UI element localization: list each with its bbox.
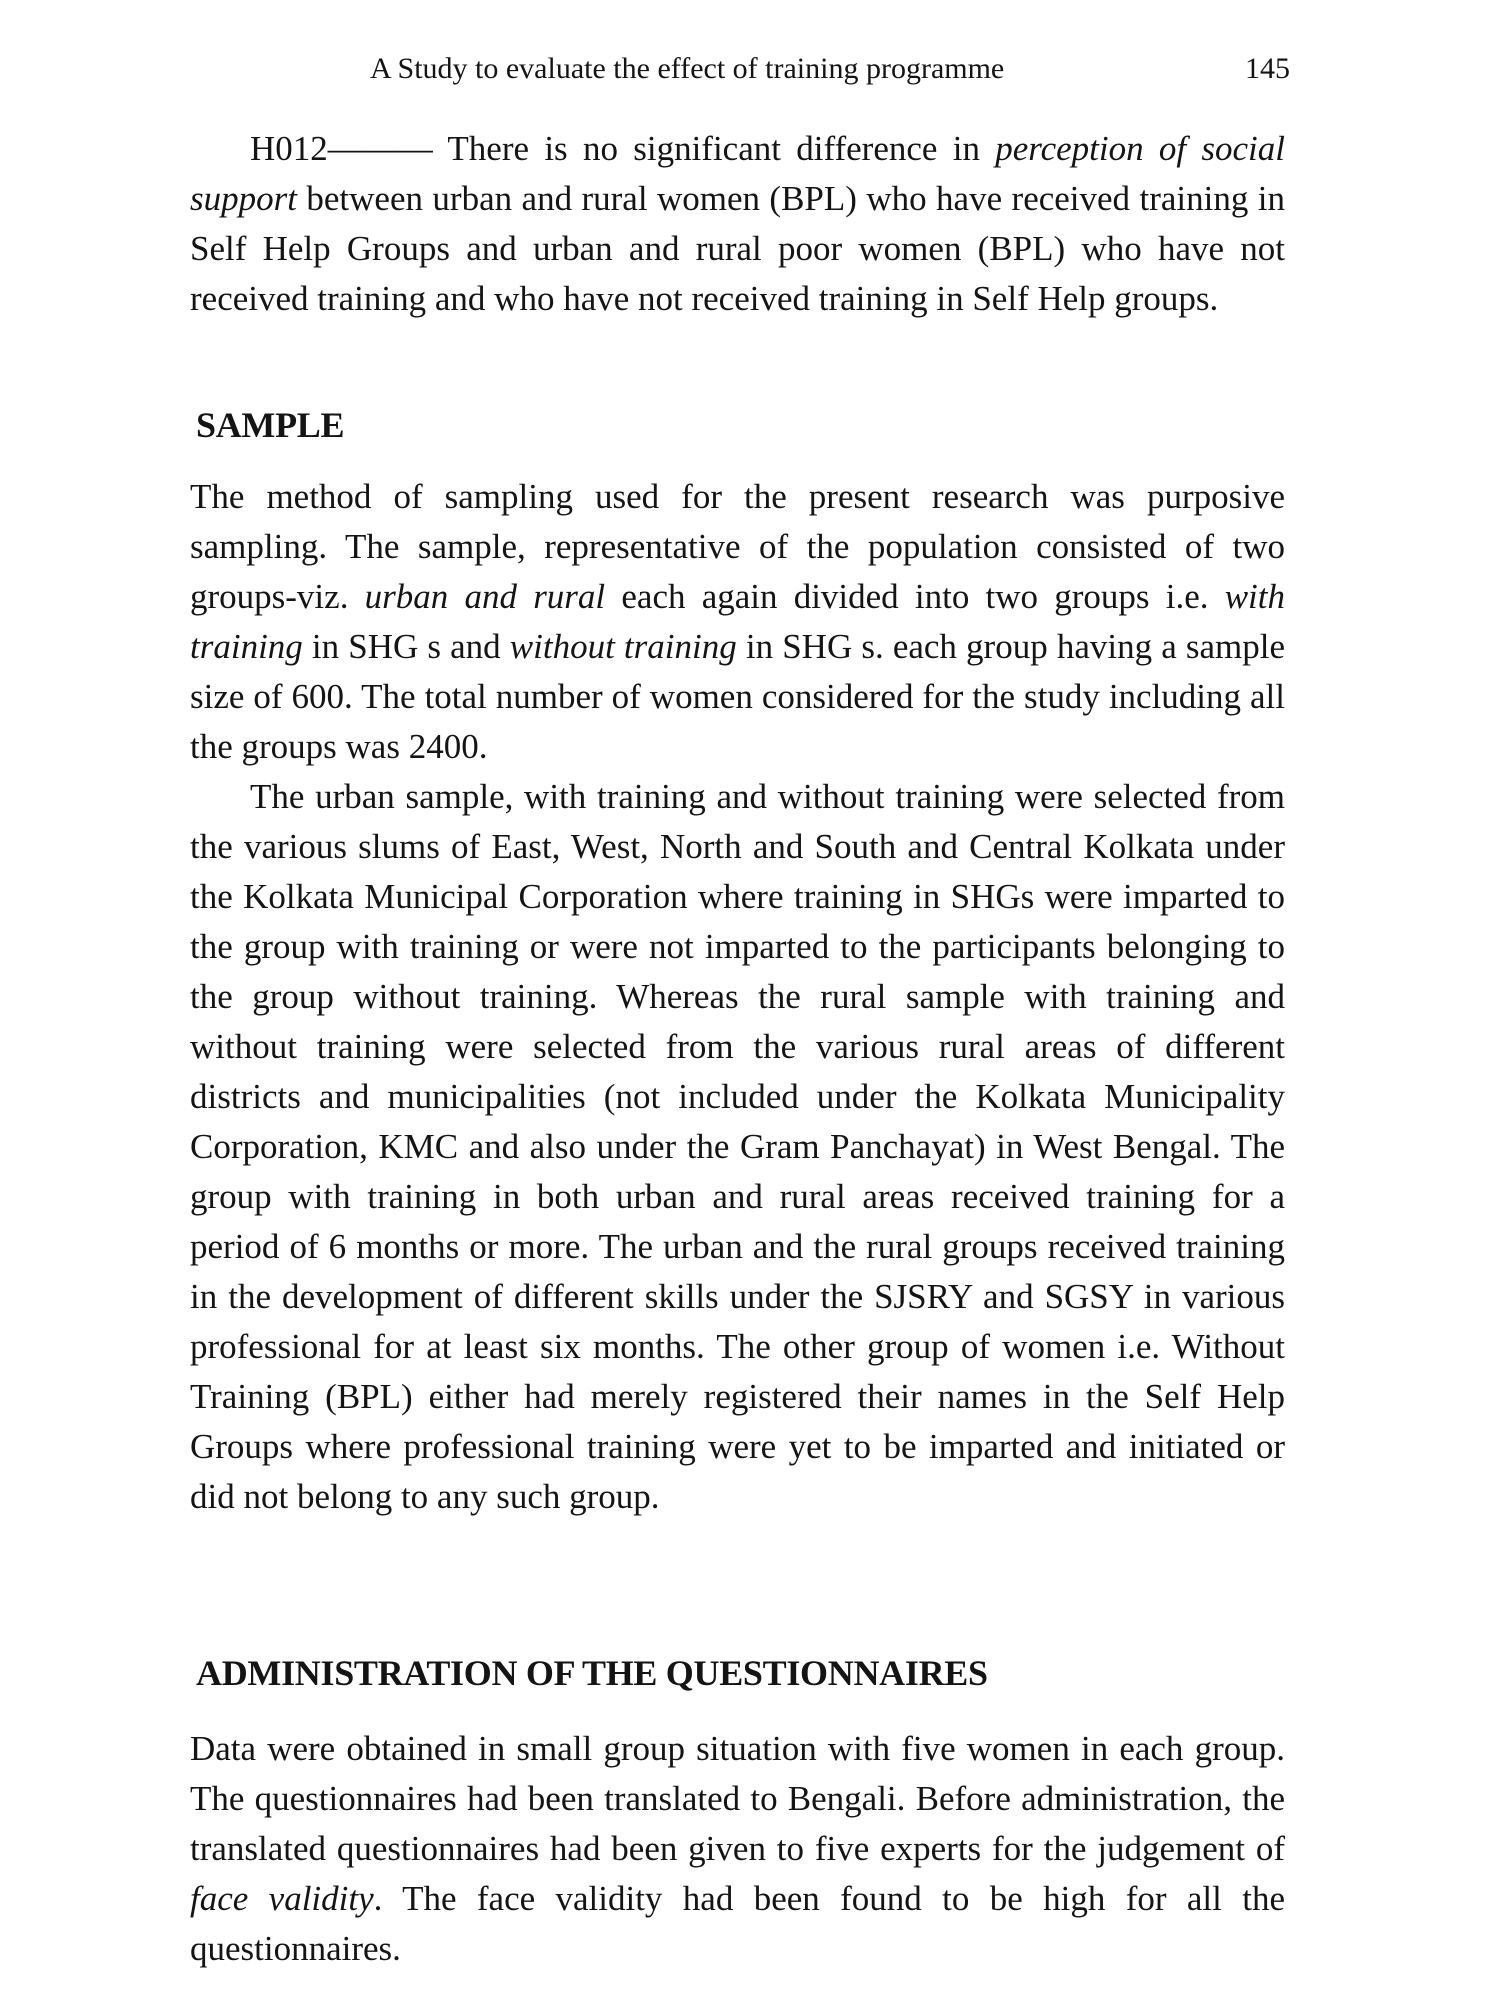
- sample-p1-emphasis-1: urban and rural: [364, 577, 606, 616]
- administration-heading: ADMINISTRATION OF THE QUESTIONNAIRES: [196, 1653, 988, 1693]
- administration-text-1: Data were obtained in small group situation with five women in each group. The questionnaires had been translated to Bengali. Before administration, the translated questionnaires had been given to five experts for the judgement of: [190, 1729, 1285, 1868]
- hypothesis-paragraph: [190, 124, 1285, 324]
- hypothesis-emphasis: perception of social support: [190, 129, 1285, 218]
- page-number: 145: [1245, 52, 1290, 85]
- sample-heading: SAMPLE: [196, 405, 345, 445]
- hypothesis-dash: ———: [327, 129, 433, 168]
- sample-p1-text-2: each again divided into two groups i.e.: [605, 577, 1225, 616]
- sample-p1-emphasis-2: with training: [190, 577, 1285, 666]
- sample-p1-emphasis-3: without training: [509, 627, 737, 666]
- running-title: A Study to evaluate the effect of training programme: [370, 52, 1005, 85]
- sample-paragraph-1: [190, 472, 1285, 772]
- sample-p1-text-3: in SHG s and: [302, 627, 510, 666]
- sample-p1-text-1: The method of sampling used for the present research was purposive sampling. The sample, representative of the population consisted of two groups-viz.: [190, 477, 1285, 616]
- running-head: [370, 48, 1290, 92]
- administration-emphasis: face validity: [190, 1879, 374, 1918]
- sample-p1-text-4: in SHG s. each group having a sample size of 600. The total number of women considered for the study including all the groups was 2400.: [190, 627, 1285, 766]
- hypothesis-text-1: There is no significant difference in: [432, 129, 996, 168]
- hypothesis-text-2: between urban and rural women (BPL) who have received training in Self Help Groups and urban and rural poor women (BPL) who have not received training and who have not received training in Self Help groups.: [190, 179, 1285, 318]
- hypothesis-label: H012: [250, 129, 328, 168]
- administration-text-2: . The face validity had been found to be high for all the questionnaires.: [190, 1879, 1285, 1968]
- sample-paragraph-2: The urban sample, with training and without training were selected from the various slums of East, West, North and South and Central Kolkata under the Kolkata Municipal Corporation where training in SHGs were imparted to the group with training or were not imparted to the participants belonging to the group without training. Whereas the rural sample with training and without training were selected from the various rural areas of different districts and municipalities (not included under the Kolkata Municipality Corporation, KMC and also under the Gram Panchayat) in West Bengal. The group with training in both urban and rural areas received training for a period of 6 months or more. The urban and the rural groups received training in the development of different skills under the SJSRY and SGSY in various professional for at least six months. The other group of women i.e. Without Training (BPL) either had merely registered their names in the Self Help Groups where professional training were yet to be imparted and initiated or did not belong to any such group.: [190, 777, 1285, 1516]
- administration-paragraph: [190, 1724, 1285, 1974]
